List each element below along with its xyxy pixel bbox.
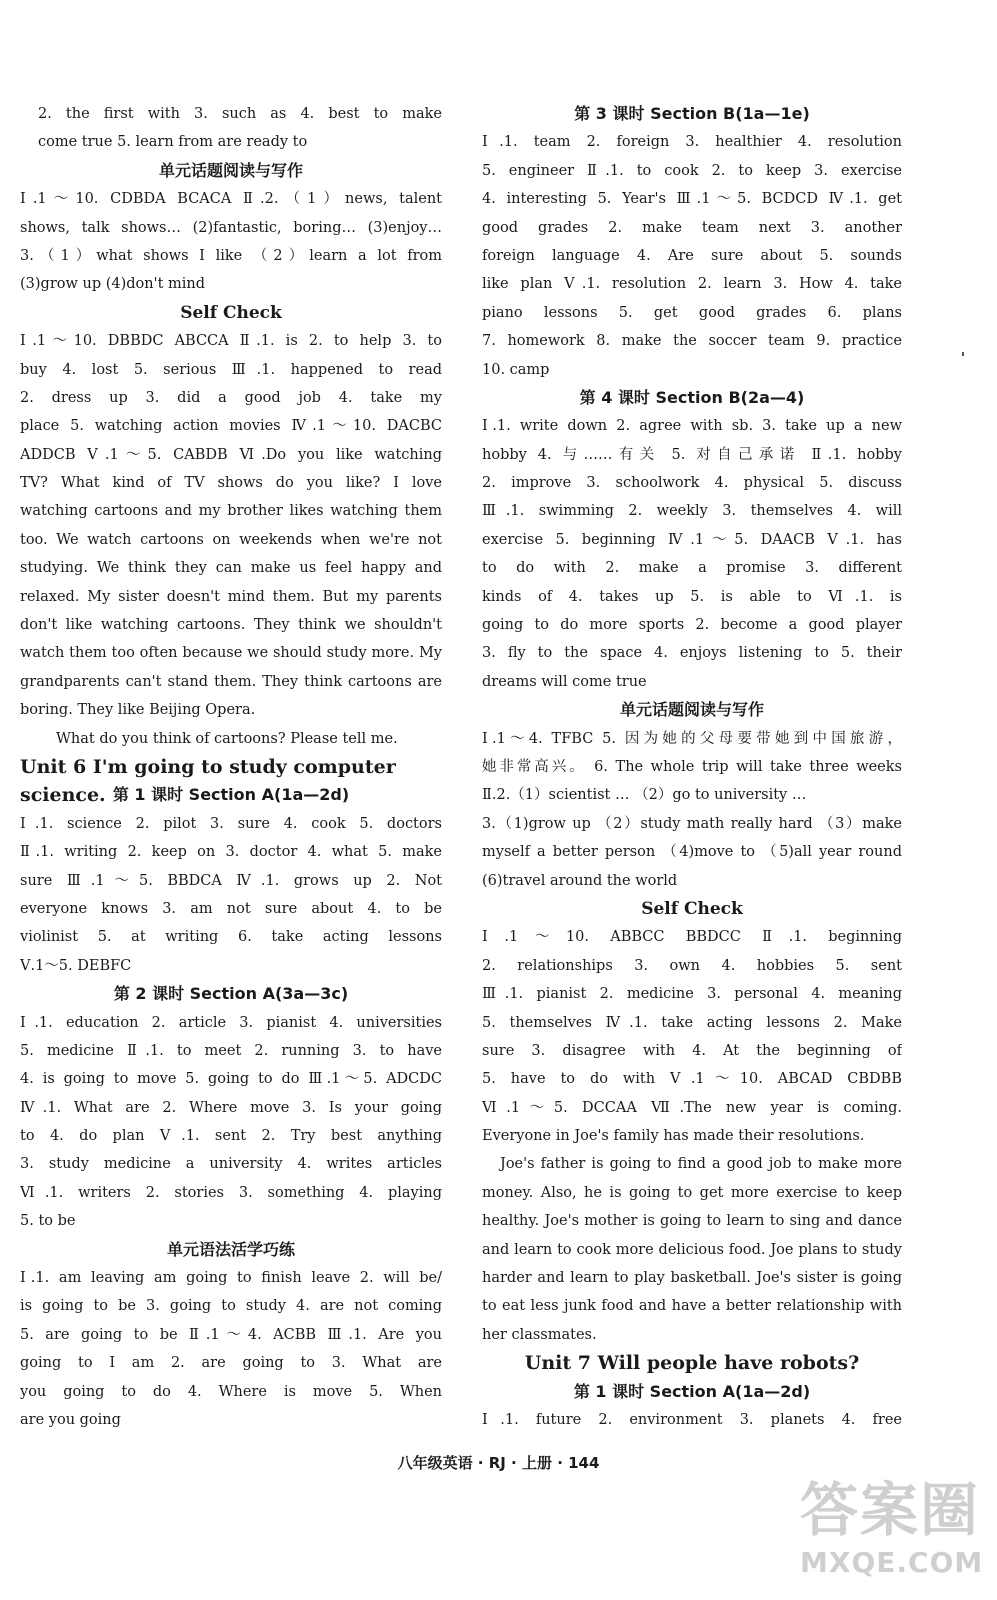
answer-line: come true 5. learn from are ready to	[38, 134, 308, 151]
answer-line: is going to be 3. going to study 4. are not coming	[20, 1298, 442, 1315]
answer-line: going to do more sports 2. become a good player	[482, 617, 902, 634]
answer-line: to eat less junk food and have a better relationship with	[482, 1298, 902, 1315]
answer-line: sure Ⅲ.1～5. BBDCA Ⅳ.1. grows up 2. Not	[20, 872, 442, 889]
answer-line: foreign language 4. Are sure about 5. sounds	[482, 247, 902, 264]
answer-line: you going to do 4. Where is move 5. When	[20, 1383, 442, 1400]
answer-line: Ⅱ.1. writing 2. keep on 3. doctor 4. what 5. make	[20, 844, 442, 861]
answer-line: Ⅲ.1. pianist 2. medicine 3. personal 4. meaning	[482, 986, 902, 1003]
section-heading: 单元语法活学巧练	[166, 1239, 295, 1259]
section-heading: 单元话题阅读与写作	[158, 160, 303, 180]
answer-line: good grades 2. make team next 3. another	[482, 219, 902, 236]
section-heading: 单元话题阅读与写作	[619, 700, 764, 720]
unit-title: Unit 6 I'm going to study computer science.	[20, 755, 396, 807]
answer-line: 2. relationships 3. own 4. hobbies 5. sent	[482, 957, 902, 974]
answer-line: 5. medicine Ⅱ.1. to meet 2. running 3. to have	[20, 1042, 442, 1059]
answer-line: money. Also, he is going to get more exercise to keep	[482, 1184, 902, 1201]
answer-line: watching cartoons and my brother likes watching them	[20, 503, 442, 520]
answer-line: Ⅱ.2.（1）scientist … （2）go to university …	[482, 787, 807, 804]
answer-line: Ⅰ.1～10. ABBCC BBDCC Ⅱ.1. beginning	[482, 929, 902, 946]
answer-line: 2. improve 3. schoolwork 4. physical 5. discuss	[482, 475, 902, 492]
answer-line: Ⅵ.1～5. DCCAA Ⅶ.The new year is coming.	[482, 1099, 902, 1116]
answer-line: to do with 2. make a promise 3. different	[482, 560, 902, 577]
answer-line: 3. fly to the space 4. enjoys listening to 5. their	[482, 645, 902, 662]
answer-line: and learn to cook more delicious food. Joe plans to study	[482, 1241, 902, 1258]
answer-line: Ⅰ.1. education 2. article 3. pianist 4. universities	[20, 1014, 442, 1031]
answer-line: like plan Ⅴ.1. resolution 2. learn 3. How 4. take	[482, 276, 902, 293]
answer-line: buy 4. lost 5. serious Ⅲ.1. happened to read	[20, 361, 442, 378]
answer-line: 5. to be	[20, 1213, 76, 1230]
watermark-url: MXQE.COM	[800, 1546, 984, 1579]
answer-line: healthy. Joe's mother is going to learn to sing and dance	[482, 1213, 902, 1230]
answer-line: sure 3. disagree with 4. At the beginning of	[482, 1042, 902, 1059]
answer-line: 4. is going to move 5. going to do Ⅲ.1～5. ADCDC	[20, 1071, 442, 1088]
answer-line: Ⅰ.1. write down 2. agree with sb. 3. take up a new	[482, 418, 902, 435]
answer-line: (3)grow up (4)don't mind	[20, 276, 206, 293]
answer-line: TV? What kind of TV shows do you like? I love	[20, 475, 442, 492]
right-column	[482, 100, 902, 1434]
unit-title: Unit 7 Will people have robots?	[524, 1352, 860, 1375]
answer-line: studying. We think they can make us feel happy and	[20, 560, 442, 577]
answer-line: exercise 5. beginning Ⅳ.1～5. DAACB Ⅴ.1. has	[482, 531, 902, 548]
answer-line: too. We watch cartoons on weekends when we're not	[20, 531, 442, 548]
answer-line: myself a better person （4)move to （5)all year round	[482, 844, 902, 861]
answer-line: shows, talk shows… (2)fantastic, boring… (3)enjoy…	[20, 219, 442, 236]
answer-line: Ⅴ.1～5. DEBFC	[20, 957, 132, 974]
answer-line: 她非常高兴。 6. The whole trip will take three weeks	[482, 758, 902, 775]
answer-line: Ⅵ.1. writers 2. stories 3. something 4. playing	[20, 1184, 442, 1201]
answer-line: Ⅰ.1. team 2. foreign 3. healthier 4. resolution	[482, 134, 902, 151]
answer-line: don't like watching cartoons. They think we shouldn't	[20, 617, 442, 634]
page-footer: 八年级英语 · RJ · 上册 · 144	[397, 1454, 600, 1472]
answer-line: kinds of 4. takes up 5. is able to Ⅵ.1. is	[482, 588, 902, 605]
answer-line: Ⅰ.1～10. DBBDC ABCCA Ⅱ.1. is 2. to help 3. to	[20, 333, 442, 350]
answer-line: hobby 4. 与……有关 5. 对自己承诺 Ⅱ.1. hobby	[482, 446, 902, 463]
answer-line: her classmates.	[482, 1326, 597, 1343]
answer-line: 4. interesting 5. Year's Ⅲ.1～5. BCDCD Ⅳ.1. get	[482, 191, 902, 208]
answer-line: grandparents can't stand them. They think cartoons are	[20, 673, 442, 690]
answer-line: 3. study medicine a university 4. writes articles	[20, 1156, 442, 1173]
answer-line: harder and learn to play basketball. Joe's sister is going	[482, 1270, 902, 1287]
answer-line: boring. They like Beijing Opera.	[20, 702, 256, 719]
answer-line: What do you think of cartoons? Please tell me.	[56, 730, 398, 747]
answer-line: 7. homework 8. make the soccer team 9. practice	[482, 333, 902, 350]
section-heading: 第 1 课时 Section A(1a—2d)	[573, 1381, 811, 1401]
answer-line: Ⅳ.1. What are 2. Where move 3. Is your going	[20, 1099, 442, 1116]
answer-line: Ⅰ.1～10. CDBDA BCACA Ⅱ.2.（1）news, talent	[20, 191, 442, 208]
section-heading: 第 1 课时 Section A(1a—2d)	[112, 785, 350, 805]
answer-line: Everyone in Joe's family has made their resolutions.	[482, 1128, 865, 1145]
answer-line: piano lessons 5. get good grades 6. plans	[482, 304, 902, 321]
answer-line: Ⅰ.1. am leaving am going to finish leave 2. will be/	[20, 1270, 442, 1287]
answer-line: ADDCB Ⅴ.1～5. CABDB Ⅵ.Do you like watching	[20, 446, 442, 463]
answer-line: watch them too often because we should study more. My	[20, 645, 442, 662]
answer-line: place 5. watching action movies Ⅳ.1～10. DACBC	[20, 418, 442, 435]
self-check-heading: Self Check	[641, 898, 743, 919]
answer-line: Ⅰ.1. future 2. environment 3. planets 4. free	[482, 1411, 902, 1428]
answer-line: Ⅰ.1. science 2. pilot 3. sure 4. cook 5. doctors	[20, 815, 442, 832]
answer-line: 5. themselves Ⅳ.1. take acting lessons 2. Make	[482, 1014, 902, 1031]
print-speck	[962, 352, 964, 356]
answer-line: are you going	[20, 1411, 121, 1428]
watermark-logo	[800, 1475, 984, 1595]
answer-line: 10. camp	[482, 361, 550, 378]
section-heading: 第 3 课时 Section B(1a—1e)	[574, 104, 810, 123]
answer-line: 5. engineer Ⅱ.1. to cook 2. to keep 3. exercise	[482, 162, 902, 179]
answer-line: 5. are going to be Ⅱ.1～4. ACBB Ⅲ.1. Are you	[20, 1326, 442, 1343]
answer-line: going to I am 2. are going to 3. What are	[20, 1355, 442, 1372]
answer-line: (6)travel around the world	[482, 872, 678, 889]
section-heading: 第 4 课时 Section B(2a—4)	[579, 387, 805, 407]
answer-line: 3.（1）what shows I like （2）learn a lot from	[20, 247, 442, 264]
left-column	[20, 100, 442, 1434]
watermark-title: 答案圈	[800, 1476, 981, 1544]
answer-line: 3.（1)grow up （2）study math really hard （3）make	[482, 815, 902, 832]
answer-line: to 4. do plan Ⅴ.1. sent 2. Try best anything	[20, 1128, 442, 1145]
answer-line: everyone knows 3. am not sure about 4. to be	[20, 900, 442, 917]
answer-line: Joe's father is going to find a good job to make more	[500, 1156, 902, 1173]
self-check-heading: Self Check	[180, 302, 282, 323]
answer-line: 2. dress up 3. did a good job 4. take my	[20, 389, 442, 406]
answer-line: dreams will come true	[482, 673, 647, 690]
answer-line: Ⅲ.1. swimming 2. weekly 3. themselves 4. will	[482, 503, 902, 520]
answer-line: 2. the first with 3. such as 4. best to make	[38, 106, 442, 122]
answer-line: relaxed. My sister doesn't mind them. But my parents	[20, 588, 442, 605]
answer-line: Ⅰ.1～4. TFBC 5. 因为她的父母要带她到中国旅游，	[482, 730, 902, 747]
answer-line: violinist 5. at writing 6. take acting lessons	[20, 929, 442, 946]
section-heading: 第 2 课时 Section A(3a—3c)	[113, 984, 349, 1004]
answer-line: 5. have to do with Ⅴ.1～10. ABCAD CBDBB	[482, 1071, 902, 1088]
